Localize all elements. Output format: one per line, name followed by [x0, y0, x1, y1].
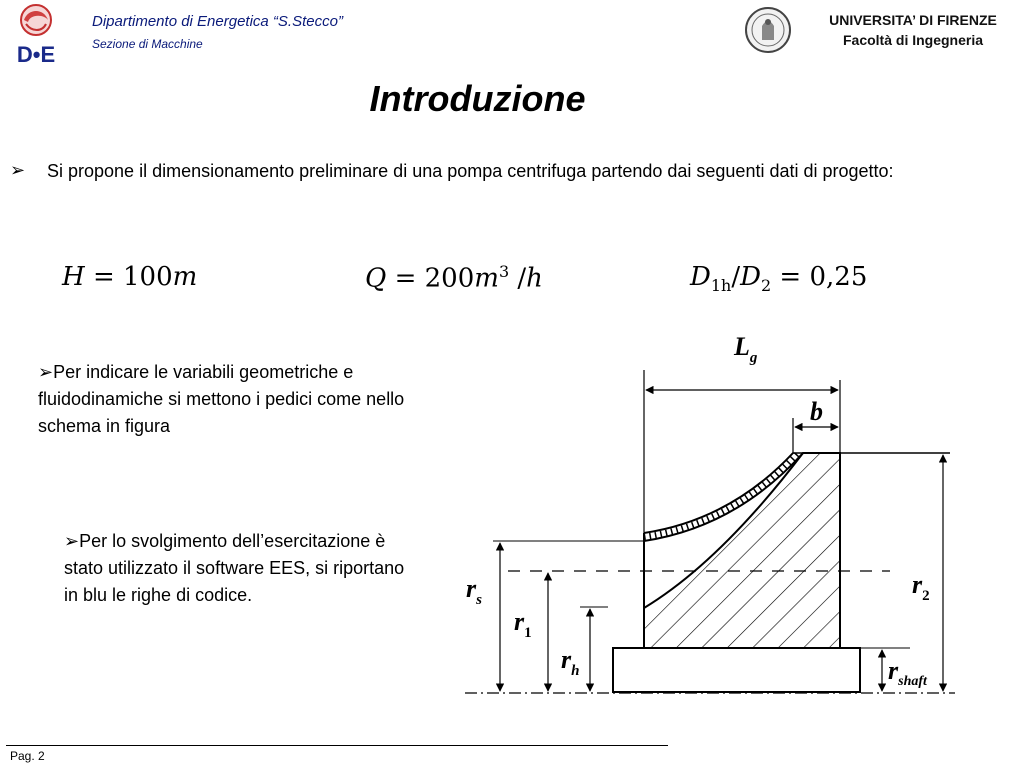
intro-paragraph: Si propone il dimensionamento preliminare di una pompa centrifuga partendo dai seguenti dati di progetto:	[47, 161, 894, 181]
formula-flow-symbol: Q	[365, 263, 387, 294]
formula-head-symbol: H	[62, 262, 85, 292]
arrow-bullet-icon: ➢	[38, 362, 54, 383]
label-r1: $r_1$	[514, 607, 532, 641]
formula-flow-exponent: 3	[498, 262, 510, 281]
impeller-hatched-section	[644, 453, 840, 648]
formula-ratio-slash: /	[731, 262, 741, 292]
footer-divider	[6, 745, 668, 746]
formula-ratio-value: = 0,25	[771, 262, 868, 292]
label-rh: $r_h$	[561, 645, 580, 679]
formula-ratio-d1: D	[690, 262, 711, 292]
arrow-bullet-icon: ➢	[64, 531, 80, 552]
label-b: b	[810, 397, 823, 426]
department-section: Sezione di Macchine	[92, 37, 203, 51]
formula-ratio-d2: D	[740, 262, 761, 292]
label-rs: $r_s$	[466, 574, 482, 608]
university-faculty: Facoltà di Ingegneria	[842, 32, 984, 48]
formula-flow-value: = 200	[386, 263, 475, 294]
department-title: Dipartimento di Energetica “S.Stecco”	[92, 13, 343, 30]
label-r2: $r_2$	[912, 570, 930, 604]
slide-title: Introduzione	[369, 78, 586, 119]
label-rshaft: $r_{shaft}$	[888, 656, 927, 689]
arrow-bullet-icon: ➢	[10, 160, 26, 181]
formula-head-unit: m	[172, 262, 198, 292]
university-name: UNIVERSITA’ DI FIRENZE	[829, 12, 997, 28]
formula-flow-slash: /	[509, 263, 527, 294]
formula-ratio-d2-sub: 2	[760, 276, 772, 296]
page-number: Pag. 2	[10, 749, 45, 763]
label-lg: $L_g$	[734, 332, 758, 366]
shaft-block	[613, 648, 860, 692]
dept-logo-text: D•E	[16, 42, 56, 66]
formula-flow-unit: m	[474, 263, 499, 294]
formula-head-value: = 100	[84, 262, 173, 292]
formula-ratio-d1-sub: 1h	[710, 276, 732, 296]
formula-flow-unit2: h	[526, 263, 543, 294]
note-software-text: Per lo svolgimento dell’esercitazione è stato utilizzato il software EES, si riportano in blu le righe di codice.	[64, 531, 405, 605]
note-geometry-text: Per indicare le variabili geometriche e fluidodinamiche si mettono i pedici come nello schema in figura	[38, 362, 405, 436]
